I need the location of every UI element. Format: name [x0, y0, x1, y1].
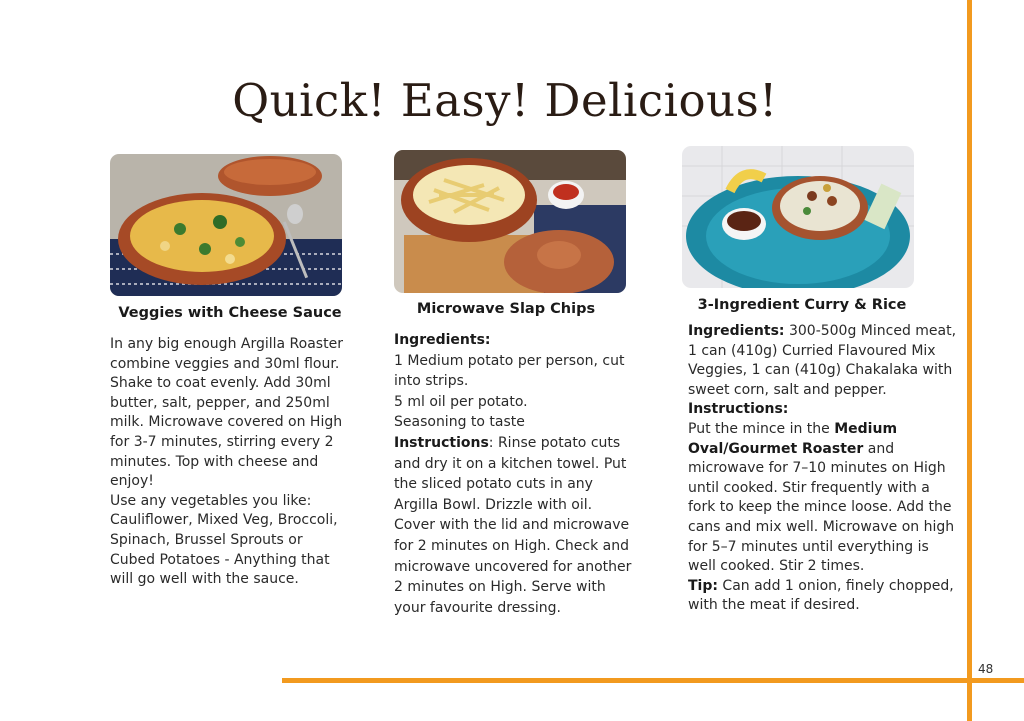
curry-ingredients	[688, 322, 960, 400]
veggies-cheese-sauce-photo	[110, 154, 342, 296]
recipe-body-veggies	[110, 335, 350, 590]
slap-chips-ingredient-1: 1 Medium potato per person, cut into strips.	[394, 352, 625, 390]
curry-ingredients-heading: Ingredients:	[688, 323, 785, 339]
curry-rice-photo	[682, 146, 914, 288]
page-number: 48	[978, 662, 994, 676]
curry-tip-text: Can add 1 onion, finely chopped, with the meat if desired.	[688, 577, 954, 614]
curry-tip	[688, 577, 960, 616]
slap-chips-ingredient-2: 5 ml oil per potato.	[394, 393, 528, 410]
recipe-title-curry-rice: 3-Ingredient Curry & Rice	[697, 297, 907, 313]
recipe-title-veggies: Veggies with Cheese Sauce	[118, 305, 342, 321]
slap-chips-instructions-text: : Rinse potato cuts and dry it on a kitchen towel. Put the sliced potato cuts in any Argilla Bowl. Drizzle with oil. Cover with the lid and microwave for 2 minutes on High. Check and microwave uncovered for another 2 minutes on High. Serve with your favourite dressing.	[394, 434, 632, 616]
recipe-body-curry-rice	[688, 322, 960, 616]
curry-ingredients-text: 300-500g Minced meat, 1 can (410g) Curried Flavoured Mix Veggies, 1 can (410g) Chakalaka with sweet corn, salt and pepper.	[688, 323, 957, 398]
curry-instructions-heading: Instructions:	[688, 401, 789, 418]
page-title: Quick! Easy! Delicious!	[232, 74, 778, 127]
recipe-title-slap-chips: Microwave Slap Chips	[416, 301, 596, 317]
curry-tip-heading: Tip:	[688, 577, 718, 594]
slap-chips-photo	[394, 150, 626, 293]
accent-horizontal-rule	[282, 678, 1024, 683]
slap-chips-ingredients-heading: Ingredients:	[394, 332, 491, 348]
recipe-body-slap-chips	[394, 330, 634, 618]
veggies-method-text: In any big enough Argilla Roaster combine veggies and 30ml flour. Shake to coat evenly. Add 30ml butter, salt, pepper, and 250ml milk. Microwave covered on High for 3-7 minutes, stirring every 2 minutes. Top with cheese and enjoy!	[110, 336, 343, 490]
veggies-tip-text: Use any vegetables you like: Cauliflower, Mixed Veg, Broccoli, Spinach, Brussel Sprouts or Cubed Potatoes - Anything that will go well with the sauce.	[110, 492, 338, 588]
slap-chips-ingredient-3: Seasoning to taste	[394, 414, 525, 431]
slap-chips-instructions	[394, 433, 634, 618]
curry-instructions: Put the mince in the Medium Oval/Gourmet Roaster and microwave for 7–10 minutes on High until cooked. Stir frequently with a fork to keep the mince loose. Add the cans and mix well. Microwave on high for 5–7 minutes until everything is well cooked. Stir 2 times.	[688, 420, 955, 575]
slap-chips-instructions-heading: Instructions	[394, 434, 489, 451]
